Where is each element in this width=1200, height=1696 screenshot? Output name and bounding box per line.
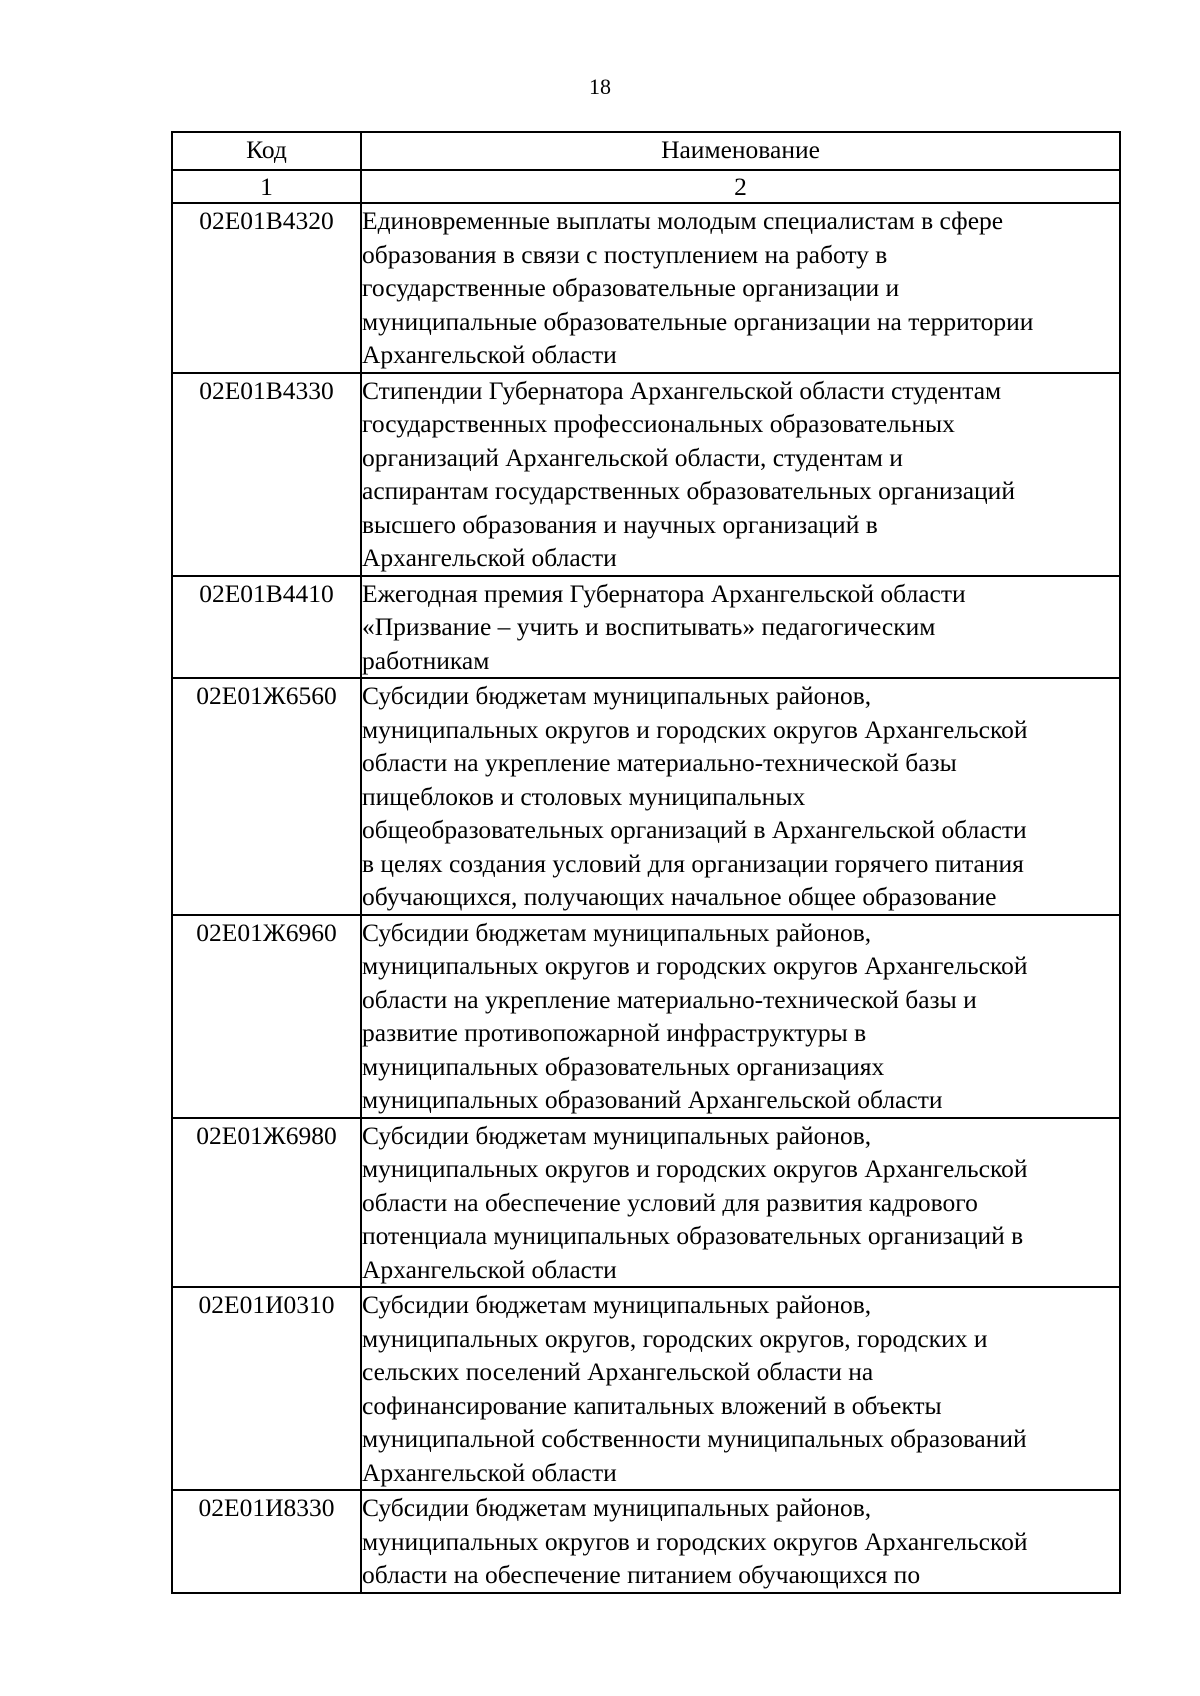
- header-code: Код: [172, 132, 361, 170]
- row-name-line: работникам: [362, 645, 490, 675]
- row-name-line: образования в связи с поступлением на работу в: [362, 239, 888, 269]
- row-name-line: Субсидии бюджетам муниципальных районов,: [362, 917, 872, 947]
- row-name: [361, 1287, 1120, 1490]
- row-code: 02Е01Ж6980: [172, 1118, 361, 1288]
- row-name-line: Архангельской области: [362, 340, 617, 369]
- row-name-line: области на обеспечение условий для развития кадрового: [362, 1187, 978, 1217]
- row-code: 02Е01Ж6560: [172, 678, 361, 915]
- row-name-line: организаций Архангельской области, студентам и: [362, 442, 903, 472]
- row-name-line: муниципальных округов, городских округов, городских и: [362, 1323, 988, 1353]
- row-name-line: развитие противопожарной инфраструктуры в: [362, 1018, 867, 1047]
- row-name: [361, 678, 1120, 915]
- header-name: Наименование: [361, 132, 1120, 170]
- row-code: 02Е01В4320: [172, 203, 361, 373]
- row-name: [361, 203, 1120, 373]
- table-body: [172, 203, 1120, 1593]
- row-name-line: Стипендии Губернатора Архангельской области студентам: [362, 375, 1002, 405]
- row-name-line: Архангельской области: [362, 1254, 617, 1284]
- row-name-line: муниципальных округов и городских округов Архангельской: [362, 1526, 1028, 1556]
- row-name: [361, 373, 1120, 576]
- table-row: [172, 203, 1120, 373]
- row-name: [361, 915, 1120, 1118]
- row-name: [361, 576, 1120, 679]
- row-name: [361, 1118, 1120, 1288]
- row-name-line: Субсидии бюджетам муниципальных районов,: [362, 1120, 872, 1150]
- row-name-line: софинансирование капитальных вложений в объекты: [362, 1390, 942, 1420]
- row-name-line: высшего образования и научных организаций в: [362, 509, 878, 539]
- row-name-line: муниципальных округов и городских округов Архангельской: [362, 951, 1028, 980]
- row-name-line: в целях создания условий для организации горячего питания: [362, 848, 1024, 878]
- row-name-line: потенциала муниципальных образовательных организаций в: [362, 1221, 1024, 1250]
- row-name-line: обучающихся, получающих начальное общее образование: [362, 882, 997, 911]
- table-row: [172, 1287, 1120, 1490]
- column-number-2: 2: [361, 170, 1120, 203]
- row-name: [361, 1490, 1120, 1593]
- row-name-line: муниципальных округов и городских округов Архангельской: [362, 1154, 1028, 1183]
- row-code: 02Е01Ж6960: [172, 915, 361, 1118]
- row-name-line: Субсидии бюджетам муниципальных районов,: [362, 681, 872, 710]
- row-name-line: муниципальных округов и городских округов Архангельской: [362, 714, 1028, 744]
- table-row: [172, 373, 1120, 576]
- table-row: [172, 678, 1120, 915]
- row-code: 02Е01В4330: [172, 373, 361, 576]
- row-name-line: государственных профессиональных образовательных: [362, 409, 955, 438]
- row-name-line: муниципальных образований Архангельской области: [362, 1085, 943, 1114]
- row-name-line: области на обеспечение питанием обучающихся по: [362, 1560, 921, 1589]
- budget-code-table: [171, 131, 1121, 1594]
- row-name-line: аспирантам государственных образовательных организаций: [362, 476, 1015, 505]
- column-number-row: [172, 170, 1120, 203]
- row-name-line: общеобразовательных организаций в Архангельской области: [362, 815, 1027, 844]
- row-name-line: Ежегодная премия Губернатора Архангельской области: [362, 578, 966, 608]
- row-name-line: сельских поселений Архангельской области на: [362, 1357, 874, 1386]
- page-number: 18: [589, 74, 611, 99]
- row-name-line: пищеблоков и столовых муниципальных: [362, 781, 806, 811]
- row-name-line: Субсидии бюджетам муниципальных районов,: [362, 1290, 872, 1319]
- table-row: [172, 915, 1120, 1118]
- row-code: 02Е01В4410: [172, 576, 361, 679]
- table-row: [172, 576, 1120, 679]
- row-name-line: области на укрепление материально-технической базы: [362, 748, 957, 777]
- row-name-line: области на укрепление материально-технической базы и: [362, 984, 977, 1014]
- table-row: [172, 1118, 1120, 1288]
- row-name-line: муниципальных образовательных организациях: [362, 1051, 885, 1081]
- column-number-1: 1: [172, 170, 361, 203]
- row-name-line: муниципальные образовательные организации на территории: [362, 306, 1034, 336]
- row-name-line: государственные образовательные организации и: [362, 273, 900, 302]
- table-row: [172, 1490, 1120, 1593]
- row-name-line: Единовременные выплаты молодым специалистам в сфере: [362, 206, 1004, 235]
- row-name-line: «Призвание – учить и воспитывать» педагогическим: [362, 612, 936, 641]
- table-header-row: [172, 132, 1120, 170]
- row-name-line: Субсидии бюджетам муниципальных районов,: [362, 1493, 872, 1522]
- row-name-line: муниципальной собственности муниципальных образований: [362, 1424, 1027, 1453]
- row-name-line: Архангельской области: [362, 543, 617, 572]
- row-name-line: Архангельской области: [362, 1457, 617, 1487]
- row-code: 02Е01И0310: [172, 1287, 361, 1490]
- row-code: 02Е01И8330: [172, 1490, 361, 1593]
